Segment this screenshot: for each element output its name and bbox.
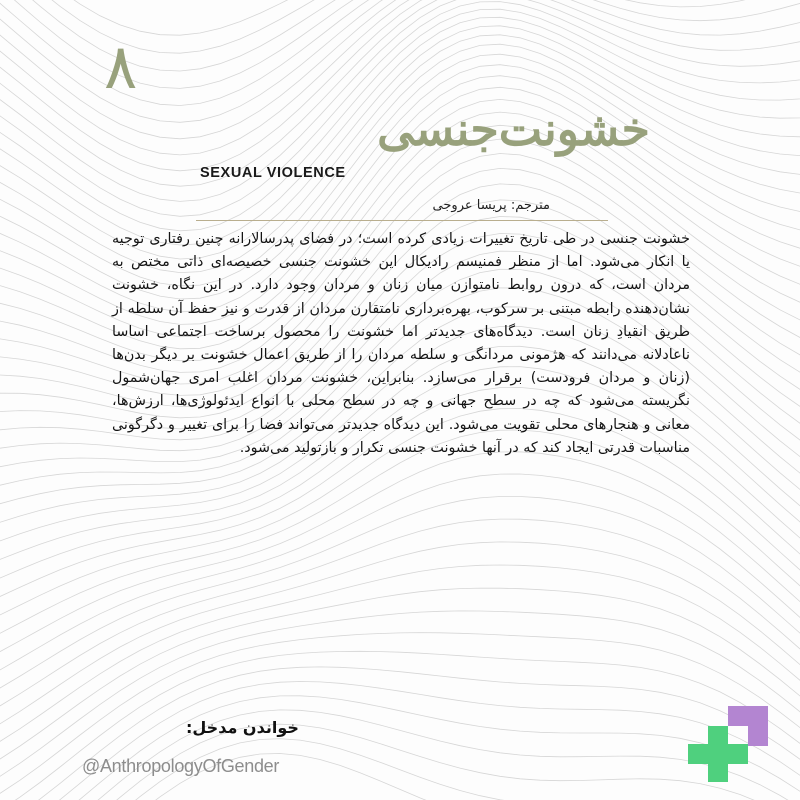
logo-purple-block xyxy=(748,726,768,746)
page-title: خشونت‌جنسی xyxy=(377,102,650,156)
wave-line xyxy=(0,651,800,800)
logo-purple-block xyxy=(728,706,748,726)
wave-line xyxy=(0,710,800,800)
logo-green-block xyxy=(708,744,728,764)
logo-green-block xyxy=(708,762,728,782)
page-number: ٨ xyxy=(104,30,138,103)
logo-purple-block xyxy=(748,706,768,726)
page-subtitle-english: SEXUAL VIOLENCE xyxy=(200,165,346,181)
logo-green-block xyxy=(728,744,748,764)
channel-handle-link[interactable]: @AnthropologyOfGender xyxy=(82,756,280,776)
translator-credit: مترجم: پریسا عروجی xyxy=(432,198,550,213)
wave-line xyxy=(0,682,800,800)
wave-line xyxy=(0,588,800,770)
plus-blocks-logo-icon xyxy=(688,700,768,784)
divider xyxy=(196,220,608,221)
logo-green-block xyxy=(708,726,728,746)
wave-line xyxy=(0,667,800,800)
wave-line xyxy=(0,696,800,800)
logo-green-block xyxy=(688,744,708,764)
body-paragraph: خشونت جنسی در طی تاریخ تغییرات زیادی کرده است؛ در فضای پدرسالارانه چنین رفتاری توجیه یا انکار می‌شود. اما از منظر فمنیسم رادیکال این خشونت جنسی خصیصه‌ای ذاتی مختص به مردان است، که درون روابط نامتوازن میان زنان و مردان وجود دارد. در این نگاه، خشونت نشان‌دهنده رابطه مبتنی بر سرکوب، بهره‌برداری نامتقارن مردان از قدرت و نیز حفظ آن سلطه از طریق انقیادِ زنان است. دیدگاه‌های جدیدتر اما خشونت را محصول برساخت اجتماعی اساسا ناعادلانه می‌دانند که هژمونی مردانگی و سلطه مردان را از طریق اعمال خشونت بر دیگر بدن‌ها (زنان و مردان فرودست) برقرار می‌سازد. بنابراین، خشونت مردان اغلب امری جهان‌شمول نگریسته می‌شود که چه در سطح جهانی و چه در سطح محلی با انواع ایدئولوژی‌ها، ارزش‌ها، معانی و هنجارهای محلی تقویت می‌شود. این دیدگاه جدیدتر می‌تواند فضا را برای تغییر و دگرگونی مناسبات قدرتی ایجاد کند که در آنها خشونت جنسی تکرار و بازتولید می‌شود. xyxy=(112,231,690,456)
read-entry-label: خواندن مدخل: xyxy=(186,718,299,737)
